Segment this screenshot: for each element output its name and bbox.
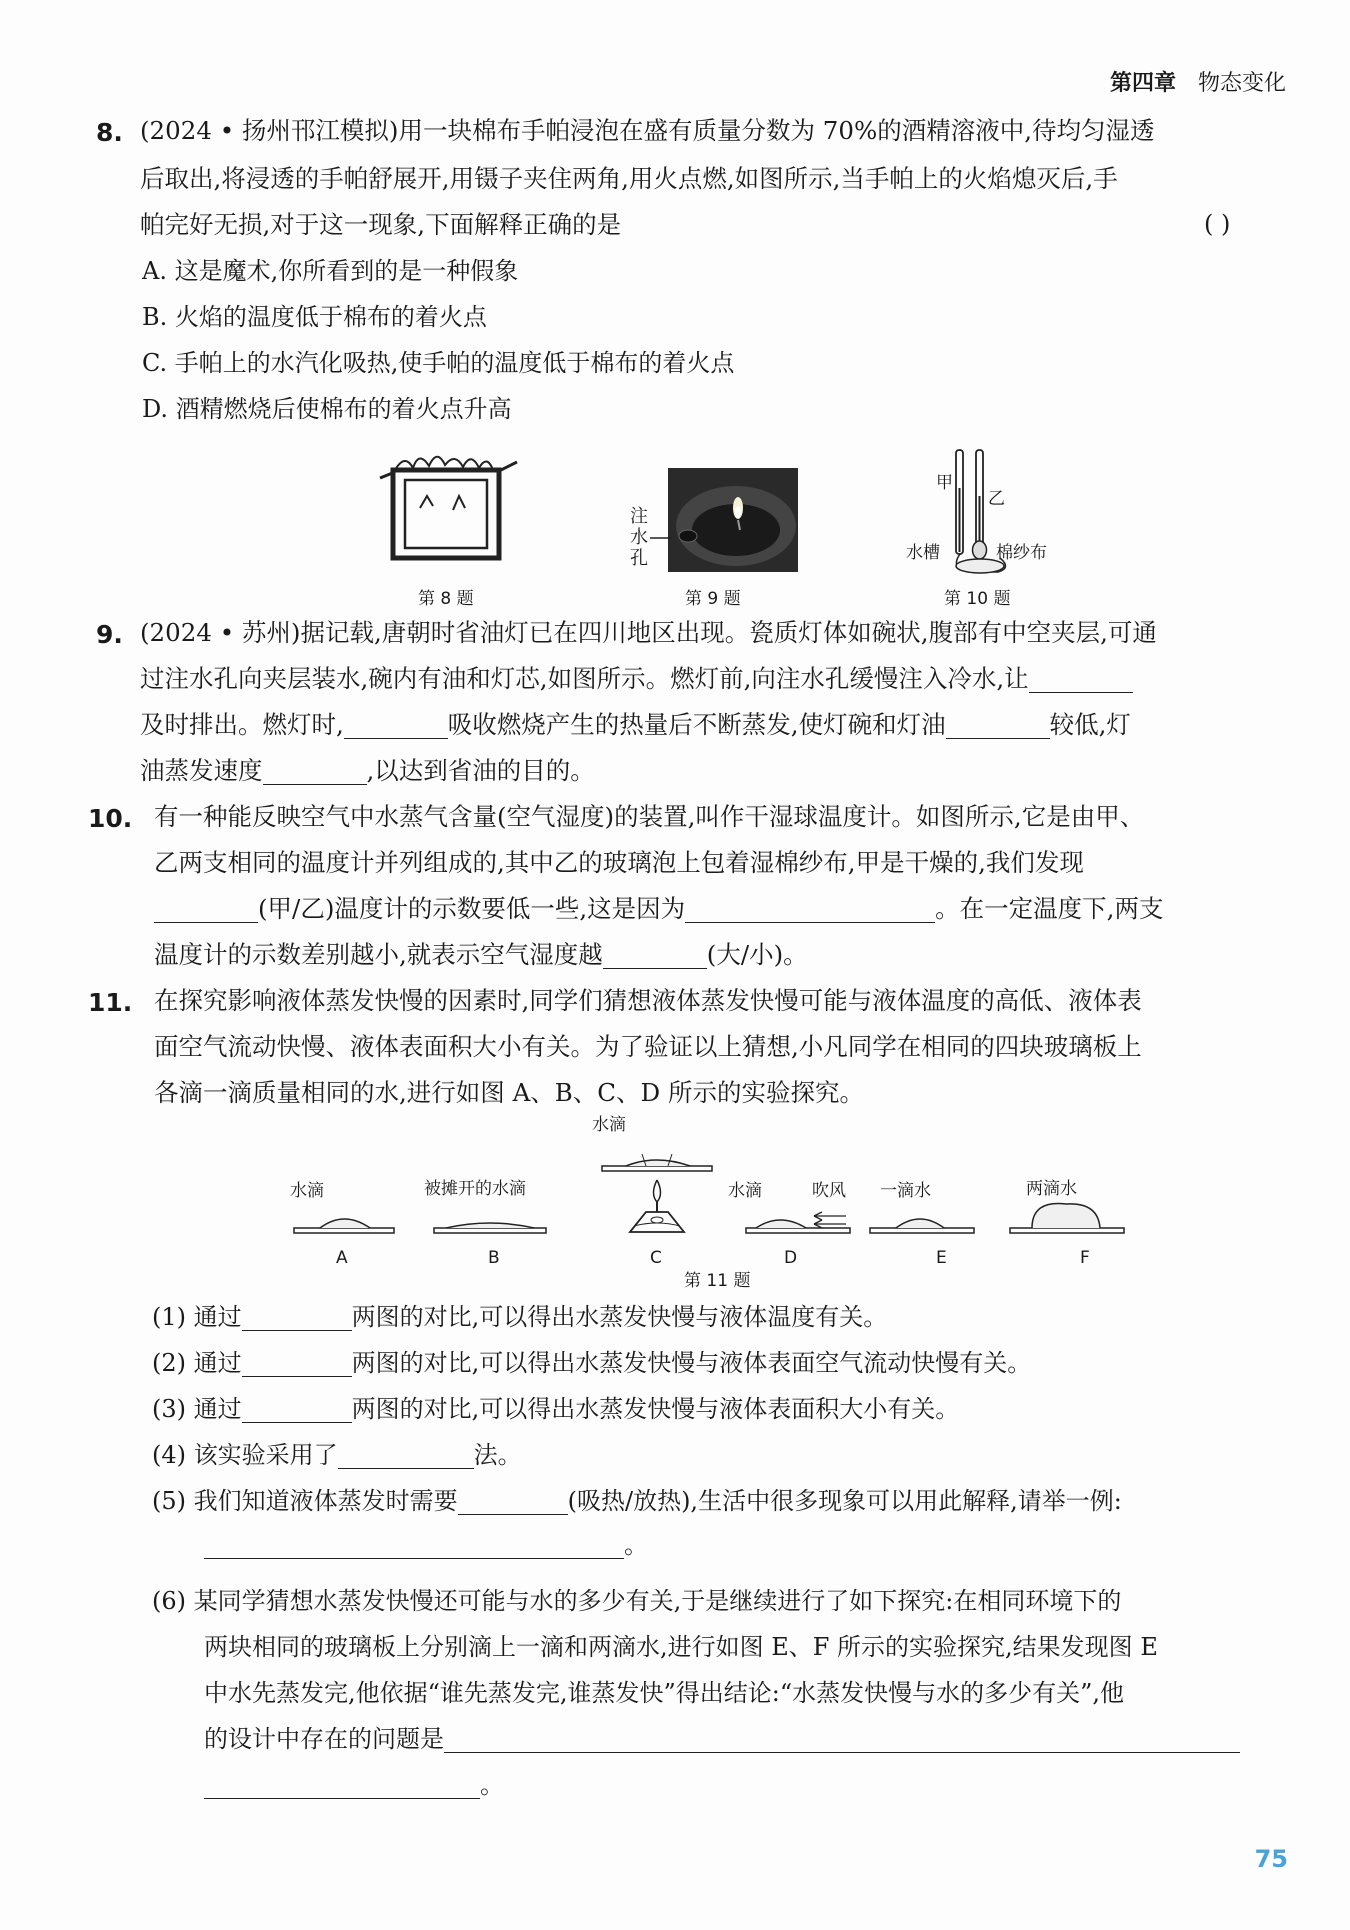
q11-sub-3: (3) 通过 两图的对比,可以得出水蒸发快慢与液体表面积大小有关。 xyxy=(152,1395,960,1423)
q11-sub-6-line-2: 两块相同的玻璃板上分别滴上一滴和两滴水,进行如图 E、F 所示的实验探究,结果发现图 E xyxy=(204,1633,1158,1661)
q8-line-3: 帕完好无损,对于这一现象,下面解释正确的是 xyxy=(140,210,622,239)
q9-blank-3[interactable] xyxy=(946,712,1050,739)
q11-sub-1: (1) 通过 两图的对比,可以得出水蒸发快慢与液体温度有关。 xyxy=(152,1303,888,1331)
fig11-c-label: 水滴 xyxy=(592,1115,626,1135)
chapter-label: 第四章 xyxy=(1109,71,1176,96)
fig11-letter-e: E xyxy=(936,1248,947,1268)
fig11-b-label: 被摊开的水滴 xyxy=(424,1179,526,1199)
q9-line-2: 过注水孔向夹层装水,碗内有油和灯芯,如图所示。燃灯前,向注水孔缓慢注入冷水,让 xyxy=(140,662,1133,696)
q10-blank-2[interactable] xyxy=(685,896,935,923)
thermometer-yi-label: 乙 xyxy=(988,489,1005,509)
q11-sub-2: (2) 通过 两图的对比,可以得出水蒸发快慢与液体表面空气流动快慢有关。 xyxy=(152,1349,1032,1377)
q10-line-2: 乙两支相同的温度计并列组成的,其中乙的玻璃泡上包着湿棉纱布,甲是干燥的,我们发现 xyxy=(154,848,1084,877)
fig11-letter-b: B xyxy=(488,1248,500,1268)
q9-blank-4[interactable] xyxy=(263,758,367,785)
thermometer-jia-label: 甲 xyxy=(936,473,953,493)
q11-sub-6-line-3: 中水先蒸发完,他依据“谁先蒸发完,谁蒸发快”得出结论:“水蒸发快慢与水的多少有关”,他 xyxy=(204,1679,1125,1707)
q9-blank-2[interactable] xyxy=(344,712,448,739)
q8-option-b[interactable]: B. 火焰的温度低于棉布的着火点 xyxy=(142,303,487,331)
q9-line-4: 油蒸发速度 ,以达到省油的目的。 xyxy=(140,756,595,785)
q8-option-c[interactable]: C. 手帕上的水汽化吸热,使手帕的温度低于棉布的着火点 xyxy=(142,349,735,377)
figure-9-oil-lamp xyxy=(668,468,798,572)
q9-blank-1[interactable] xyxy=(1029,666,1133,693)
question-10-number: 10. xyxy=(88,804,133,833)
q10-line-4: 温度计的示数差别越小,就表示空气湿度越 (大/小)。 xyxy=(154,940,808,969)
fig11-letter-c: C xyxy=(650,1248,662,1268)
chapter-title: 物态变化 xyxy=(1197,71,1286,96)
q9-line-1: (2024 • 苏州)据记载,唐朝时省油灯已在四川地区出现。瓷质灯体如碗状,腹部有中空夹层,可通 xyxy=(140,618,1157,647)
q11-sub4-blank[interactable] xyxy=(338,1442,474,1469)
question-11-number: 11. xyxy=(88,988,133,1017)
q11-sub6-blank-2[interactable] xyxy=(204,1772,480,1799)
figure-8-caption: 第 8 题 xyxy=(418,589,474,609)
question-8-number: 8. xyxy=(96,118,123,147)
figure-8-handkerchief xyxy=(375,448,525,568)
q11-line-1: 在探究影响液体蒸发快慢的因素时,同学们猜想液体蒸发快慢可能与液体温度的高低、液体表 xyxy=(154,986,1142,1015)
q11-sub-6-line-4: 的设计中存在的问题是 xyxy=(204,1722,1240,1756)
q8-line-1: (2024 • 扬州邗江模拟)用一块棉布手帕浸泡在盛有质量分数为 70%的酒精溶液中,待均匀湿透 xyxy=(140,116,1155,145)
figure-11-caption: 第 11 题 xyxy=(684,1271,751,1291)
q8-answer-bracket[interactable]: ( ) xyxy=(1204,210,1231,238)
q8-line-2: 后取出,将浸透的手帕舒展开,用镊子夹住两角,用火点燃,如图所示,当手帕上的火焰熄灭后,手 xyxy=(140,164,1118,193)
fig11-e-label: 一滴水 xyxy=(880,1181,931,1201)
q11-line-2: 面空气流动快慢、液体表面积大小有关。为了验证以上猜想,小凡同学在相同的四块玻璃板上 xyxy=(154,1032,1142,1061)
cotton-gauze-label: 棉纱布 xyxy=(996,543,1047,563)
q11-sub5-blank-2[interactable] xyxy=(204,1532,624,1559)
q9-line-3: 及时排出。燃灯时, 吸收燃烧产生的热量后不断蒸发,使灯碗和灯油 较低,灯 xyxy=(140,710,1131,739)
q11-sub-4: (4) 该实验采用了 法。 xyxy=(152,1441,522,1469)
q10-blank-3[interactable] xyxy=(603,942,707,969)
q11-sub6-blank-1[interactable] xyxy=(444,1726,1240,1753)
q8-option-a[interactable]: A. 这是魔术,你所看到的是一种假象 xyxy=(142,257,519,285)
fig11-letter-d: D xyxy=(784,1248,798,1268)
fig11-letter-f: F xyxy=(1080,1248,1090,1268)
question-9-number: 9. xyxy=(96,620,123,649)
q11-sub-6-line-1: (6) 某同学猜想水蒸发快慢还可能与水的多少有关,于是继续进行了如下探究:在相同环境下的 xyxy=(152,1587,1122,1615)
q11-sub1-blank[interactable] xyxy=(242,1304,352,1331)
figure-9-inlet-label: 注 水 孔 xyxy=(630,506,648,569)
fig11-letter-a: A xyxy=(336,1248,348,1268)
q11-sub3-blank[interactable] xyxy=(242,1396,352,1423)
q10-blank-1[interactable] xyxy=(154,896,258,923)
q11-sub-5-cont: 。 xyxy=(204,1528,648,1562)
fig11-d-label: 水滴 xyxy=(728,1181,762,1201)
fig11-a-label: 水滴 xyxy=(290,1181,324,1201)
page-number: 75 xyxy=(1254,1845,1288,1873)
figure-9-caption: 第 9 题 xyxy=(685,589,741,609)
figure-9-pointer xyxy=(650,536,672,540)
page-header xyxy=(1110,66,1286,97)
q11-sub5-blank-1[interactable] xyxy=(458,1488,568,1515)
fig11-f-label: 两滴水 xyxy=(1026,1179,1077,1199)
q8-option-d[interactable]: D. 酒精燃烧后使棉布的着火点升高 xyxy=(142,395,512,423)
water-tank-label: 水槽 xyxy=(906,543,940,563)
q10-line-1: 有一种能反映空气中水蒸气含量(空气湿度)的装置,叫作干湿球温度计。如图所示,它是由甲、 xyxy=(154,802,1145,831)
q11-sub-6-line-5: 。 xyxy=(204,1768,504,1802)
q11-sub2-blank[interactable] xyxy=(242,1350,352,1377)
q11-line-3: 各滴一滴质量相同的水,进行如图 A、B、C、D 所示的实验探究。 xyxy=(154,1078,864,1107)
q10-line-3: (甲/乙)温度计的示数要低一些,这是因为 。在一定温度下,两支 xyxy=(154,892,1163,926)
q11-sub-5: (5) 我们知道液体蒸发时需要 (吸热/放热),生活中很多现象可以用此解释,请举一例: xyxy=(152,1487,1122,1515)
figure-10-caption: 第 10 题 xyxy=(944,589,1011,609)
fig11-wind-label: 吹风 xyxy=(812,1181,846,1201)
